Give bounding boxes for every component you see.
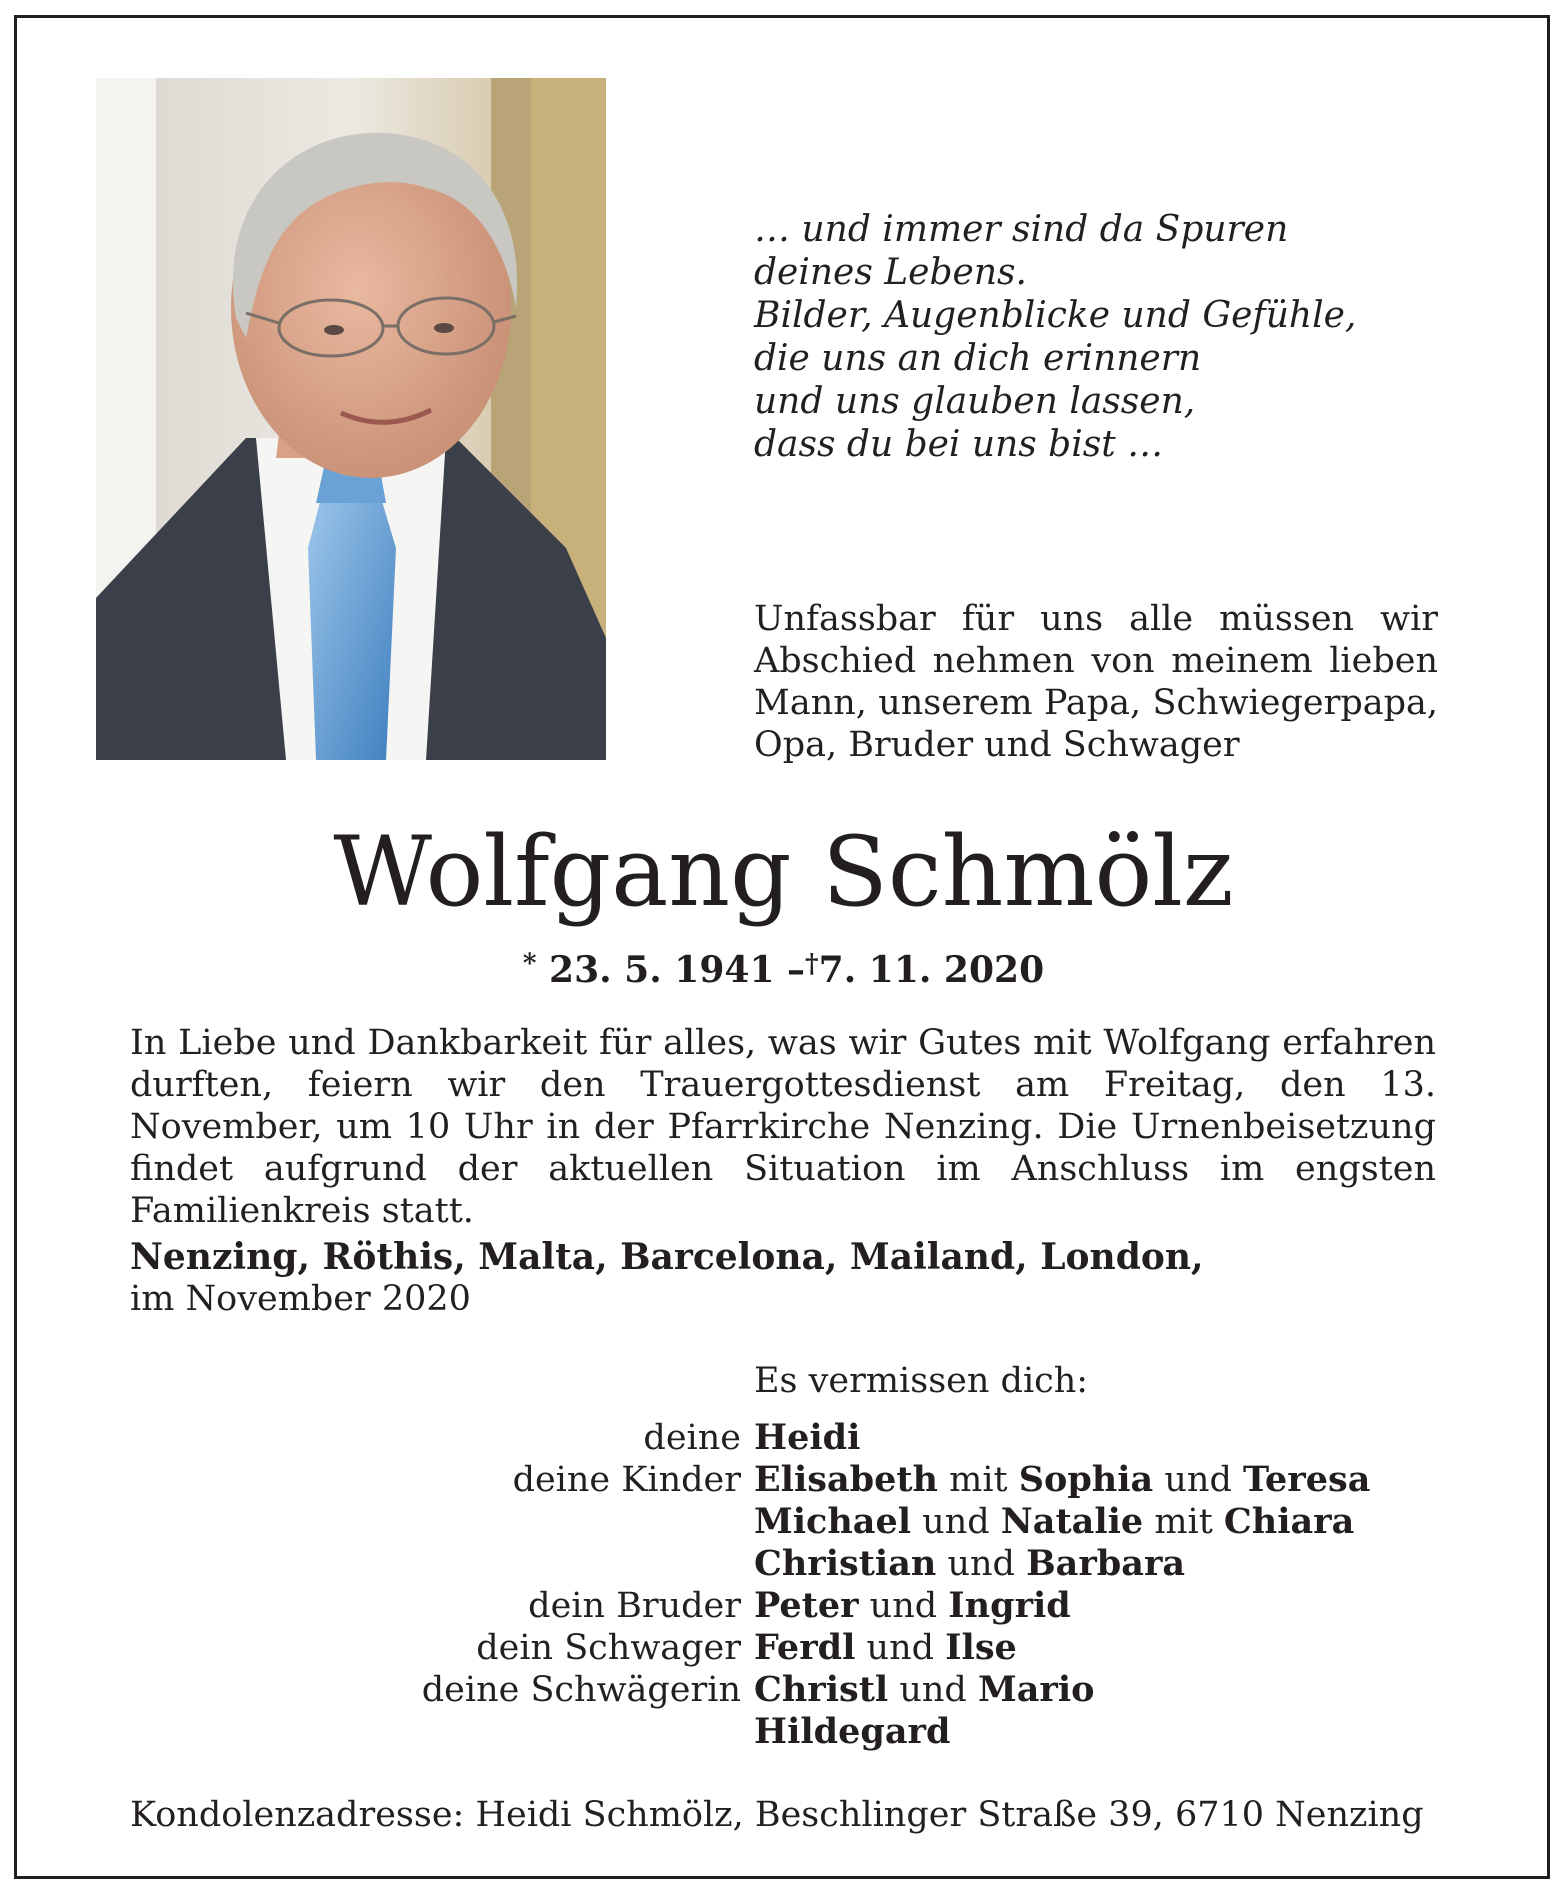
family-member-name: Mario	[977, 1669, 1095, 1710]
family-relation: deine Schwägerin	[421, 1670, 741, 1710]
family-relation: deine Kinder	[512, 1460, 741, 1500]
family-member-name: Ilse	[945, 1627, 1017, 1668]
family-connector: mit	[938, 1460, 1019, 1500]
places-line: Nenzing, Röthis, Malta, Barcelona, Mailand, London,	[130, 1236, 1204, 1278]
family-member-name: Natalie	[1000, 1501, 1144, 1542]
service-text: In Liebe und Dankbarkeit für alles, was wir Gutes mit Wolfgang erfahren durften, feiern wir den Trauergottesdienst am Freitag, den 13. November, um 10 Uhr in der Pfarrkirche Nenzing. Die Urnenbeisetzung findet aufgrund der aktuellen Situation im Anschluss im engsten Familienkreis statt.	[130, 1023, 1436, 1231]
date-separator: –	[787, 949, 806, 991]
poem-line: deines Lebens.	[754, 252, 1027, 293]
poem-line: und uns glauben lassen,	[754, 381, 1196, 422]
poem-line: dass du bei uns bist …	[754, 424, 1164, 465]
family-row	[0, 1543, 1567, 1585]
family-connector: und	[858, 1586, 949, 1626]
family-names	[754, 1669, 1094, 1711]
family-member-name: Ingrid	[948, 1585, 1071, 1626]
deceased-name: Wolfgang Schmölz	[333, 816, 1234, 928]
family-connector: mit	[1143, 1502, 1224, 1542]
intro-text: Unfassbar für uns alle müssen wir Abschied nehmen von meinem lieben Mann, unserem Papa, Schwiegerpapa, Opa, Bruder und Schwager	[754, 599, 1438, 765]
family-names	[754, 1711, 950, 1753]
family-member-name: Barbara	[1026, 1543, 1186, 1584]
poem-line: … und immer sind da Spuren	[754, 209, 1289, 250]
family-row	[0, 1627, 1567, 1669]
portrait-illustration	[96, 78, 606, 760]
family-connector: und	[888, 1670, 978, 1710]
family-row	[0, 1711, 1567, 1753]
family-relation: deine	[643, 1418, 741, 1458]
family-connector: und	[936, 1544, 1027, 1584]
family-names	[754, 1585, 1071, 1627]
family-member-name: Elisabeth	[754, 1459, 939, 1500]
family-row	[0, 1501, 1567, 1543]
family-row	[0, 1669, 1567, 1711]
death-date: 7. 11. 2020	[818, 949, 1045, 991]
family-member-name: Christian	[754, 1543, 937, 1584]
family-relation: dein Bruder	[528, 1586, 741, 1626]
birth-date: 23. 5. 1941	[549, 949, 775, 991]
family-names	[754, 1417, 860, 1459]
family-member-name: Sophia	[1018, 1459, 1154, 1500]
family-member-name: Teresa	[1242, 1459, 1371, 1500]
condolence-address: Kondolenzadresse: Heidi Schmölz, Beschlinger Straße 39, 6710 Nenzing	[130, 1795, 1424, 1835]
family-names	[754, 1627, 1017, 1669]
family-connector: und	[855, 1628, 946, 1668]
family-member-name: Chiara	[1223, 1501, 1355, 1542]
family-row	[0, 1585, 1567, 1627]
family-names	[754, 1543, 1185, 1585]
family-row	[0, 1417, 1567, 1459]
family-member-name: Heidi	[754, 1417, 861, 1458]
family-relation: dein Schwager	[476, 1628, 741, 1668]
family-member-name: Peter	[754, 1585, 859, 1626]
date-line: im November 2020	[130, 1279, 471, 1319]
poem	[754, 208, 1454, 466]
life-dates	[0, 942, 1567, 992]
family-names	[754, 1501, 1354, 1543]
family-connector: und	[1153, 1460, 1243, 1500]
family-member-name: Christl	[754, 1669, 889, 1710]
poem-line: die uns an dich erinnern	[754, 338, 1202, 379]
family-list	[0, 1417, 1567, 1753]
family-connector: und	[911, 1502, 1001, 1542]
family-row	[0, 1459, 1567, 1501]
portrait-photo	[96, 78, 606, 760]
poem-line: Bilder, Augenblicke und Gefühle,	[754, 295, 1357, 336]
family-member-name: Hildegard	[754, 1711, 951, 1752]
miss-heading: Es vermissen dich:	[754, 1361, 1089, 1401]
death-symbol: †	[805, 949, 819, 979]
family-member-name: Michael	[754, 1501, 912, 1542]
family-names	[754, 1459, 1370, 1501]
family-member-name: Ferdl	[754, 1627, 856, 1668]
birth-symbol: *	[522, 949, 537, 979]
